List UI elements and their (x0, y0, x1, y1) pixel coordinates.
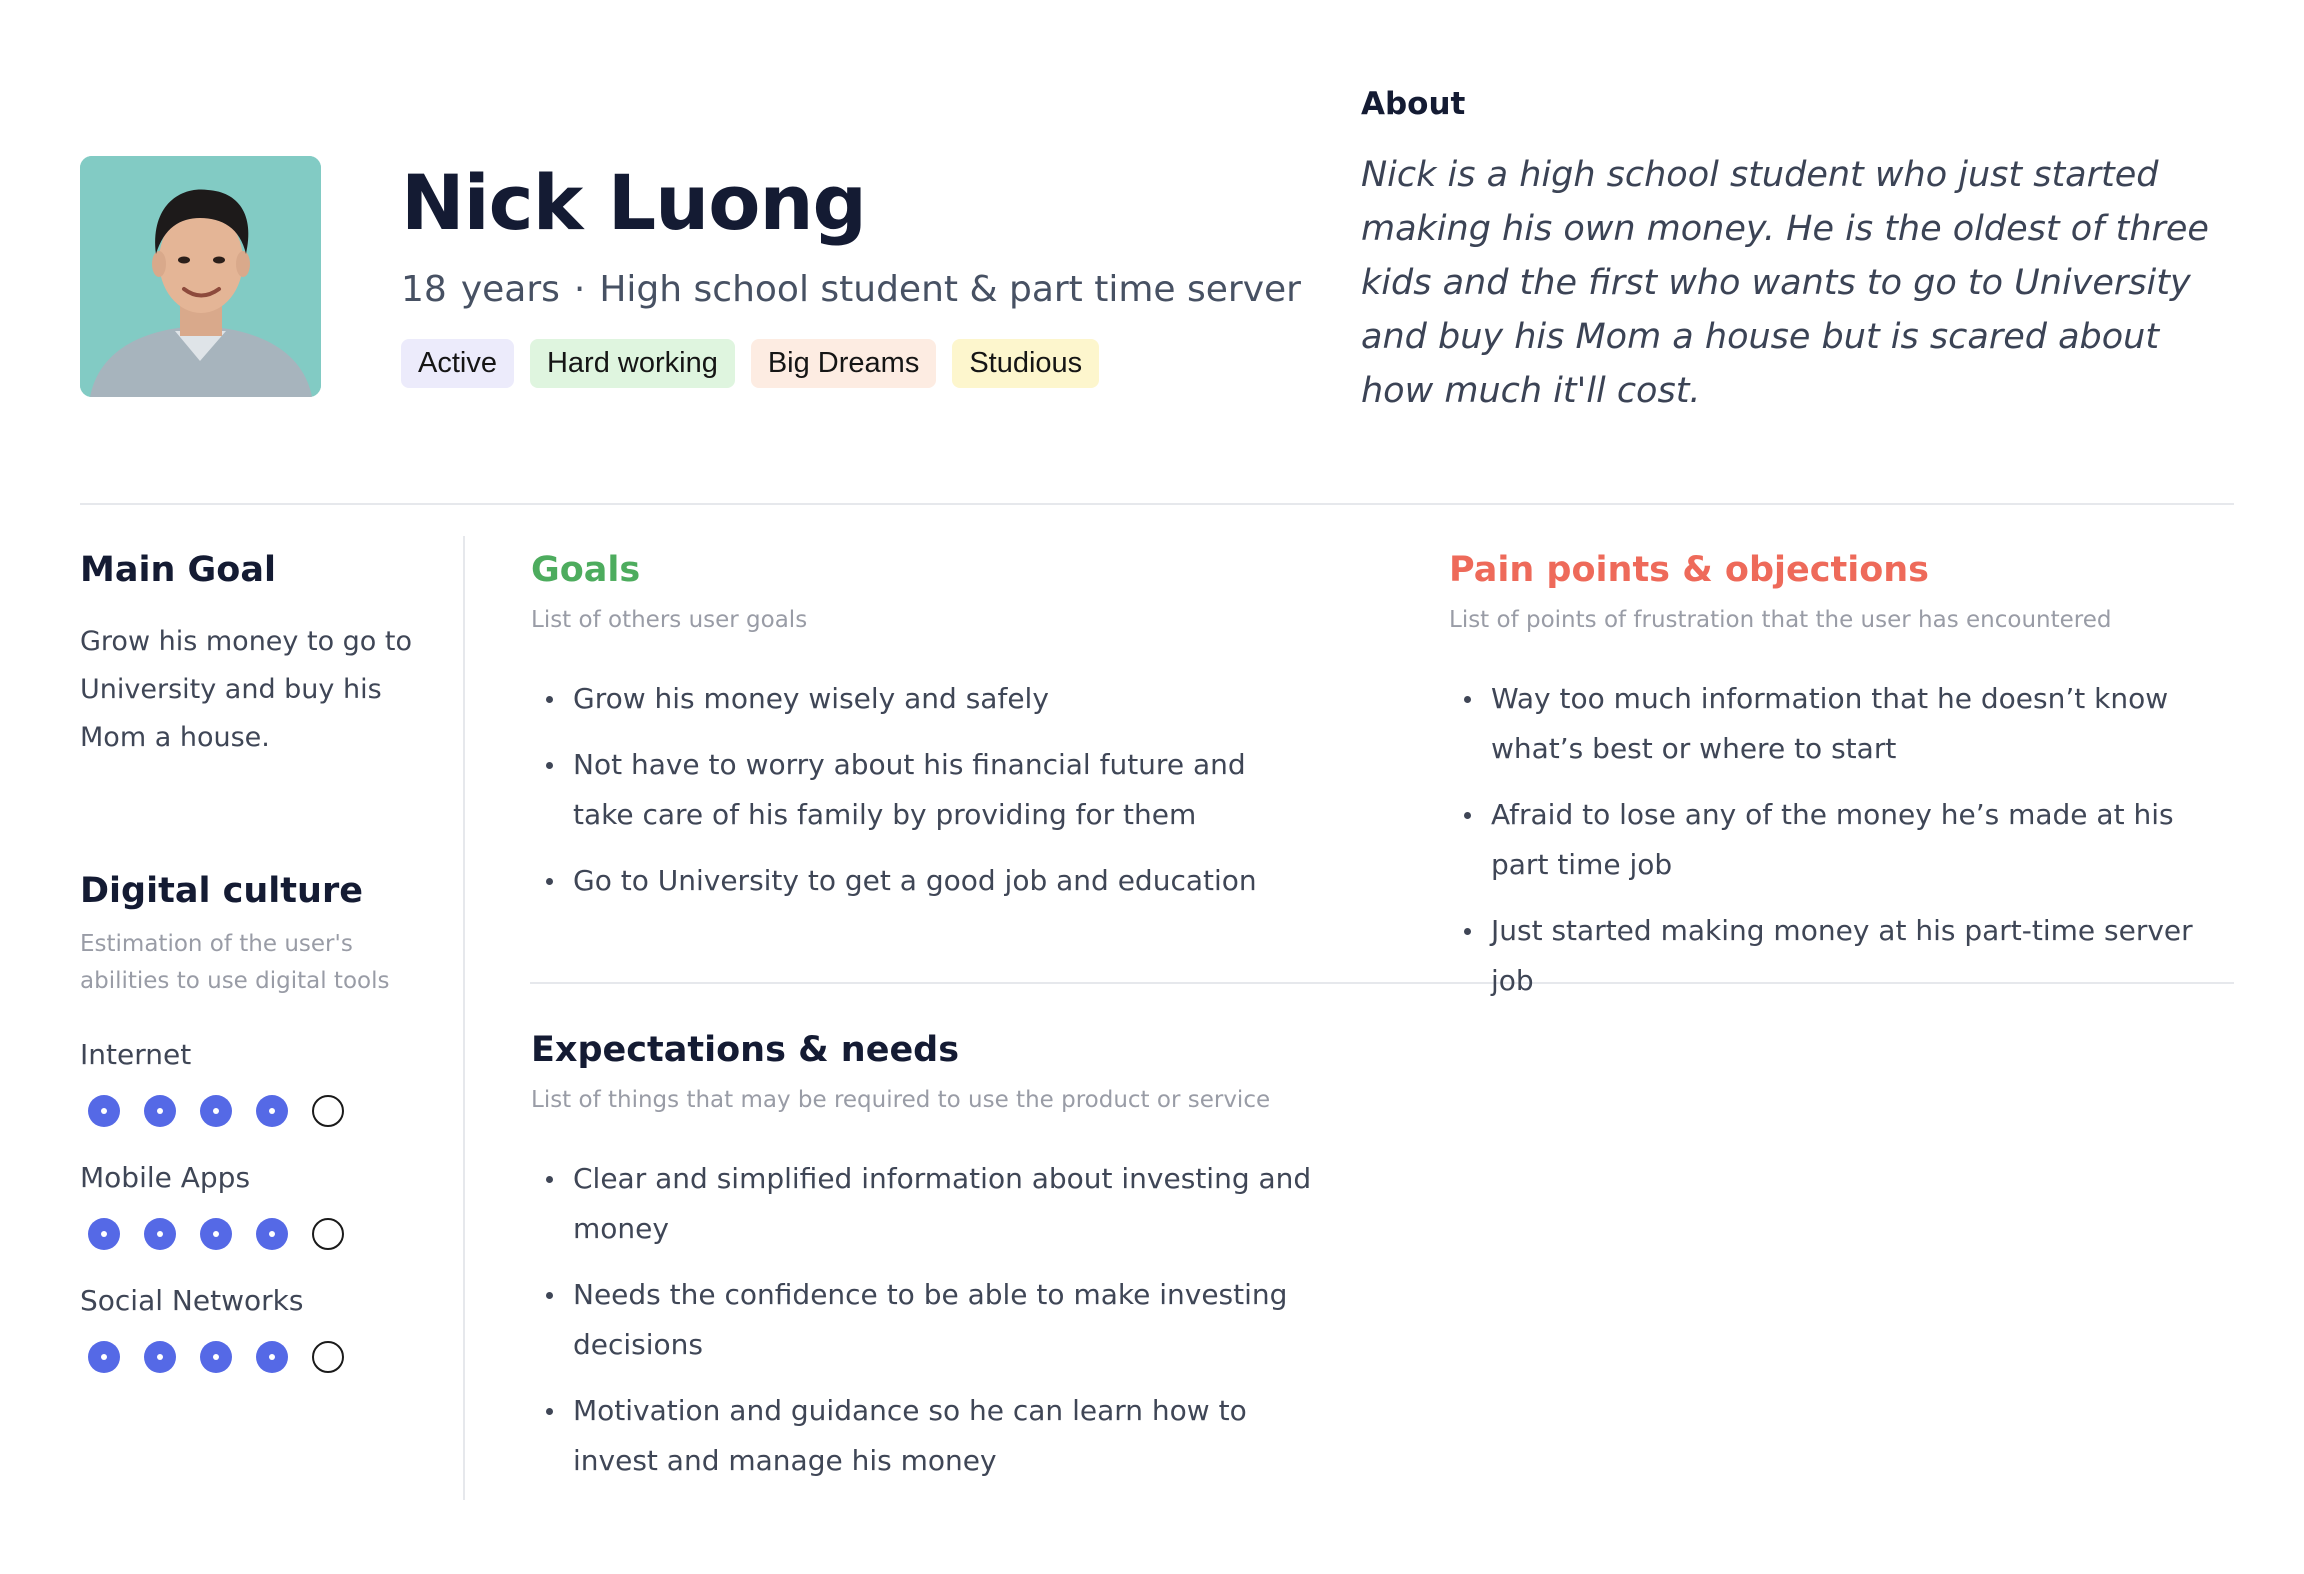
rating-dot-filled (144, 1095, 176, 1127)
rating-dot-filled (144, 1341, 176, 1373)
list-item: Not have to worry about his financial future and take care of his family by providing for them (531, 740, 1301, 840)
main-goal-title: Main Goal (80, 550, 276, 590)
expectations-list (531, 1154, 1321, 1502)
rating-dot-filled (200, 1095, 232, 1127)
subtitle-separator: · (573, 269, 586, 310)
persona-name: Nick Luong (401, 158, 866, 247)
skill-rating (88, 1341, 344, 1373)
digital-culture-title: Digital culture (80, 871, 363, 911)
skill-label: Mobile Apps (80, 1161, 251, 1194)
goals-list (531, 674, 1301, 922)
goals-title: Goals (531, 550, 641, 590)
rating-dot-empty (312, 1341, 344, 1373)
rating-dot-filled (256, 1341, 288, 1373)
rating-dot-filled (200, 1218, 232, 1250)
list-item: Just started making money at his part-time server job (1449, 906, 2239, 1006)
list-item: Way too much information that he doesn’t know what’s best or where to start (1449, 674, 2239, 774)
expectations-subtitle: List of things that may be required to use the product or service (531, 1087, 1271, 1113)
tag-big-dreams: Big Dreams (751, 339, 937, 388)
persona-avatar (80, 156, 321, 397)
rating-dot-empty (312, 1218, 344, 1250)
skill-rating (88, 1218, 344, 1250)
pain-points-subtitle: List of points of frustration that the user has encountered (1449, 607, 2112, 633)
sidebar-divider (463, 536, 465, 1500)
skill-mobile-apps (80, 1161, 344, 1250)
tag-hard-working: Hard working (530, 339, 735, 388)
goals-subtitle: List of others user goals (531, 607, 808, 633)
persona-age: 18 (401, 269, 447, 310)
skill-label: Internet (80, 1038, 192, 1071)
skill-rating (88, 1095, 344, 1127)
header-divider (80, 503, 2234, 505)
list-item: Motivation and guidance so he can learn how to invest and manage his money (531, 1386, 1321, 1486)
pain-points-list (1449, 674, 2239, 1022)
persona-age-unit: years (460, 269, 560, 310)
persona-subtitle (401, 268, 1301, 311)
rating-dot-filled (200, 1341, 232, 1373)
skill-label: Social Networks (80, 1284, 304, 1317)
rating-dot-filled (256, 1218, 288, 1250)
digital-culture-subtitle: Estimation of the user's abilities to use digital tools (80, 931, 390, 994)
about-text: Nick is a high school student who just started making his own money. He is the oldest of three kids and the first who wants to go to University and buy his Mom a house but is scared about how much it'll cost. (1361, 155, 2209, 411)
list-item: Clear and simplified information about investing and money (531, 1154, 1321, 1254)
skill-internet (80, 1038, 344, 1127)
expectations-title: Expectations & needs (531, 1030, 960, 1070)
rating-dot-filled (88, 1218, 120, 1250)
tag-studious: Studious (952, 339, 1099, 388)
skill-social-networks (80, 1284, 344, 1373)
about-title: About (1361, 86, 1466, 122)
list-item: Afraid to lose any of the money he’s made at his part time job (1449, 790, 2239, 890)
list-item: Go to University to get a good job and education (531, 856, 1301, 906)
rating-dot-empty (312, 1095, 344, 1127)
rating-dot-filled (144, 1218, 176, 1250)
persona-occupation: High school student & part time server (599, 269, 1301, 310)
pain-points-title: Pain points & objections (1449, 550, 1930, 590)
rating-dot-filled (88, 1095, 120, 1127)
list-item: Grow his money wisely and safely (531, 674, 1301, 724)
rating-dot-filled (256, 1095, 288, 1127)
tag-active: Active (401, 339, 514, 388)
list-item: Needs the confidence to be able to make investing decisions (531, 1270, 1321, 1370)
main-goal-text: Grow his money to go to University and buy his Mom a house. (80, 626, 413, 753)
persona-tags (401, 339, 1099, 388)
rating-dot-filled (88, 1341, 120, 1373)
